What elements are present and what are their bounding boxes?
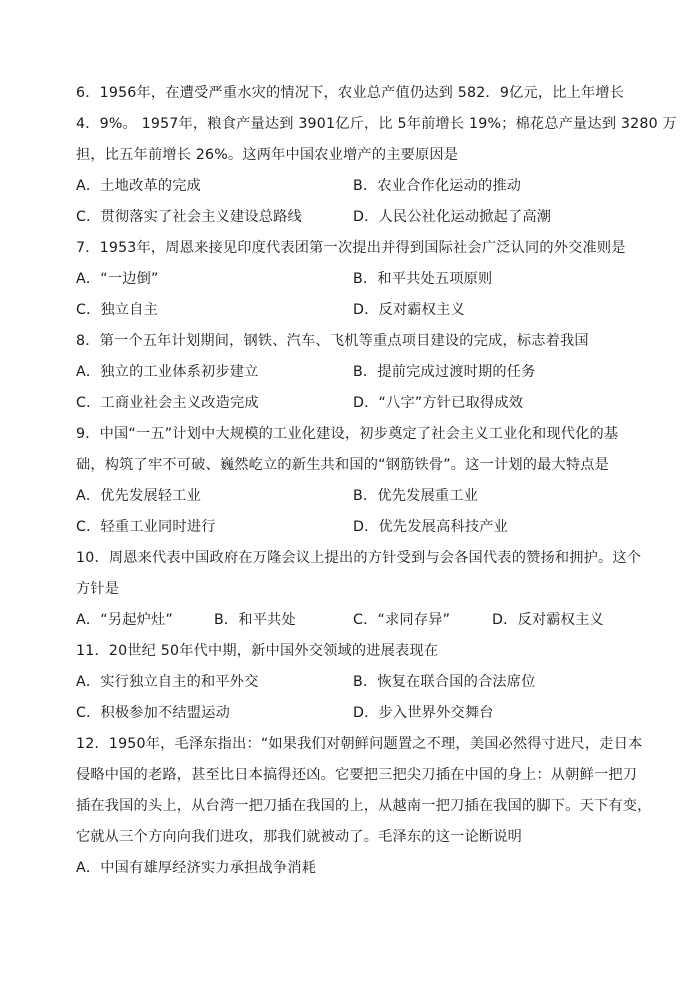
question-8-line-1: 8．第一个五年计划期间，钢铁、汽车、飞机等重点项目建设的完成，标志着我国 <box>76 333 589 349</box>
question-10-option-d: D．反对霸权主义 <box>492 612 604 628</box>
question-6-option-c: C．贯彻落实了社会主义建设总路线 <box>76 209 302 225</box>
question-6-line-2: 4．9%。 1957年，粮食产量达到 3901亿斤，比 5年前增长 19%；棉花总产量达到 3280 万 <box>76 116 677 132</box>
question-9-option-d: D．优先发展高科技产业 <box>353 519 509 535</box>
question-7-option-a: A．“一边倒” <box>76 271 159 287</box>
question-6-option-a: A．土地改革的完成 <box>76 178 202 194</box>
question-10-option-c: C．“求同存异” <box>353 612 451 628</box>
question-11-option-d: D．步入世界外交舞台 <box>353 705 494 721</box>
question-11-option-c: C．积极参加不结盟运动 <box>76 705 230 721</box>
question-12-line-3: 插在我国的头上，从台湾一把刀插在我国的上，从越南一把刀插在我国的脚下。天下有变， <box>76 798 652 814</box>
question-9-line-1: 9．中国“一五”计划中大规模的工业化建设，初步奠定了社会主义工业化和现代化的基 <box>76 426 619 442</box>
question-12-line-4: 它就从三个方向向我们进攻，那我们就被动了。毛泽东的这一论断说明 <box>76 829 523 845</box>
question-12-line-2: 侵略中国的老路，甚至比日本搞得还凶。它要把三把尖刀插在中国的身上：从朝鲜一把刀 <box>76 767 638 783</box>
question-8-option-d: D．“八字”方针已取得成效 <box>353 395 524 411</box>
question-8-option-c: C．工商业社会主义改造完成 <box>76 395 259 411</box>
question-10-option-a: A．“另起炉灶” <box>76 612 173 628</box>
question-12-option-a: A．中国有雄厚经济实力承担战争消耗 <box>76 860 317 876</box>
question-10-line-2: 方针是 <box>76 581 120 597</box>
question-6-line-1: 6．1956年，在遭受严重水灾的情况下，农业总产值仍达到 582．9亿元，比上年增长 <box>76 85 625 101</box>
question-9-option-a: A．优先发展轻工业 <box>76 488 202 504</box>
question-11-option-a: A．实行独立自主的和平外交 <box>76 674 259 690</box>
question-6-line-3: 担，比五年前增长 26%。这两年中国农业增产的主要原因是 <box>76 147 459 163</box>
question-11-line-1: 11．20世纪 50年代中期，新中国外交领域的进展表现在 <box>76 643 439 659</box>
question-9-option-b: B．优先发展重工业 <box>353 488 479 504</box>
question-8-option-b: B．提前完成过渡时期的任务 <box>353 364 536 380</box>
question-7-option-d: D．反对霸权主义 <box>353 302 465 318</box>
question-6-option-d: D．人民公社化运动掀起了高潮 <box>353 209 552 225</box>
question-7-line-1: 7．1953年，周恩来接见印度代表团第一次提出并得到国际社会广泛认同的外交准则是 <box>76 240 626 256</box>
question-10-line-1: 10．周恩来代表中国政府在万隆会议上提出的方针受到与会各国代表的赞扬和拥护。这个 <box>76 550 642 566</box>
question-11-option-b: B．恢复在联合国的合法席位 <box>353 674 536 690</box>
question-7-option-b: B．和平共处五项原则 <box>353 271 493 287</box>
question-12-line-1: 12．1950年，毛泽东指出：“如果我们对朝鲜问题置之不理，美国必然得寸进尺，走日本 <box>76 736 643 752</box>
question-9-line-2: 础，构筑了牢不可破、巍然屹立的新生共和国的“钢筋铁骨”。这一计划的最大特点是 <box>76 457 610 473</box>
question-6-option-b: B．农业合作化运动的推动 <box>353 178 522 194</box>
question-9-option-c: C．轻重工业同时进行 <box>76 519 216 535</box>
question-8-option-a: A．独立的工业体系初步建立 <box>76 364 259 380</box>
question-10-option-b: B．和平共处 <box>214 612 296 628</box>
question-7-option-c: C．独立自主 <box>76 302 159 318</box>
